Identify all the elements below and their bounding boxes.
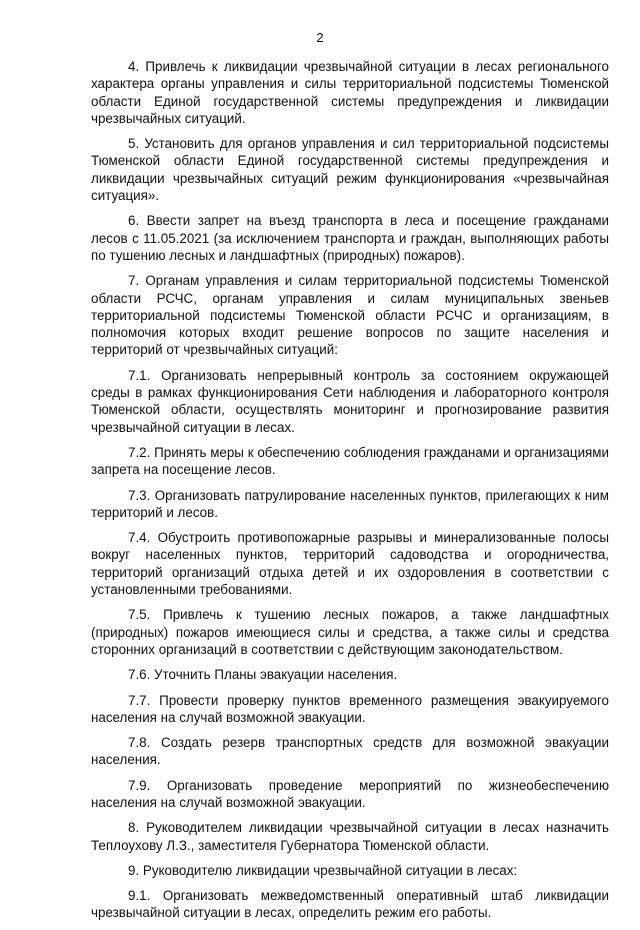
- paragraph-8: 8. Руководителем ликвидации чрезвычайной ситуации в лесах назначить Теплоухову Л.З., заместителя Губернатора Тюменской области.: [91, 820, 609, 853]
- paragraph-9-1: 9.1. Организовать межведомственный оперативный штаб ликвидации чрезвычайной ситуации в лесах, определить режим его работы.: [91, 888, 609, 921]
- document-body: [91, 58, 609, 930]
- paragraph-5: 5. Установить для органов управления и сил территориальной подсистемы Тюменской области Единой государственной системы предупреждения и ликвидации чрезвычайных ситуаций режим функционирования «чрезвычайная ситуация».: [91, 136, 609, 204]
- paragraph-6: 6. Ввести запрет на въезд транспорта в леса и посещение гражданами лесов с 11.05.2021 (за исключением транспорта и граждан, выполняющих работы по тушению лесных и ландшафтных (природных) пожаров).: [91, 213, 609, 263]
- paragraph-7: 7. Органам управления и силам территориальной подсистемы Тюменской области РСЧС, органам управления и силам муниципальных звеньев территориальной подсистемы Тюменской области РСЧС и организациям, в полномочия которых входит решение вопросов по защите населения и территорий от чрезвычайных ситуаций:: [91, 273, 609, 358]
- paragraph-7-2: 7.2. Принять меры к обеспечению соблюдения гражданами и организациями запрета на посещение лесов.: [91, 444, 609, 478]
- paragraph-7-5: 7.5. Привлечь к тушению лесных пожаров, а также ландшафтных (природных) пожаров имеющиеся силы и средства, а также силы и средства сторонних организаций в соответствии с действующим законодательством.: [91, 607, 609, 657]
- paragraph-7-1: 7.1. Организовать непрерывный контроль за состоянием окружающей среды в рамках функционирования Сети наблюдения и лабораторного контроля Тюменской области, осуществлять мониторинг и прогнозирование развития чрезвычайной ситуации в лесах.: [91, 367, 609, 435]
- paragraph-7-7: 7.7. Провести проверку пунктов временного размещения эвакуируемого населения на случай возможной эвакуации.: [91, 692, 609, 725]
- page-number: 2: [316, 30, 324, 45]
- paragraph-9: 9. Руководителю ликвидации чрезвычайной ситуации в лесах:: [128, 862, 518, 878]
- paragraph-7-6: 7.6. Уточнить Планы эвакуации населения.: [128, 667, 398, 683]
- paragraph-7-9: 7.9. Организовать проведение мероприятий по жизнеобеспечению населения на случай возможной эвакуации.: [91, 777, 609, 810]
- paragraph-7-4: 7.4. Обустроить противопожарные разрывы и минерализованные полосы вокруг населенных пунктов, территорий садоводства и огородничества, территорий организаций отдыха детей и их оздоровления в соответствии с установленными требованиями.: [91, 530, 609, 598]
- paragraph-7-3: 7.3. Организовать патрулирование населенных пунктов, прилегающих к ним территорий и лесов.: [91, 487, 609, 520]
- paragraph-7-8: 7.8. Создать резерв транспортных средств для возможной эвакуации населения.: [91, 735, 609, 768]
- paragraph-4: 4. Привлечь к ликвидации чрезвычайной ситуации в лесах регионального характера органы управления и силы территориальной подсистемы Тюменской области Единой государственной системы предупреждения и ликвидации чрезвычайных ситуаций.: [91, 59, 609, 126]
